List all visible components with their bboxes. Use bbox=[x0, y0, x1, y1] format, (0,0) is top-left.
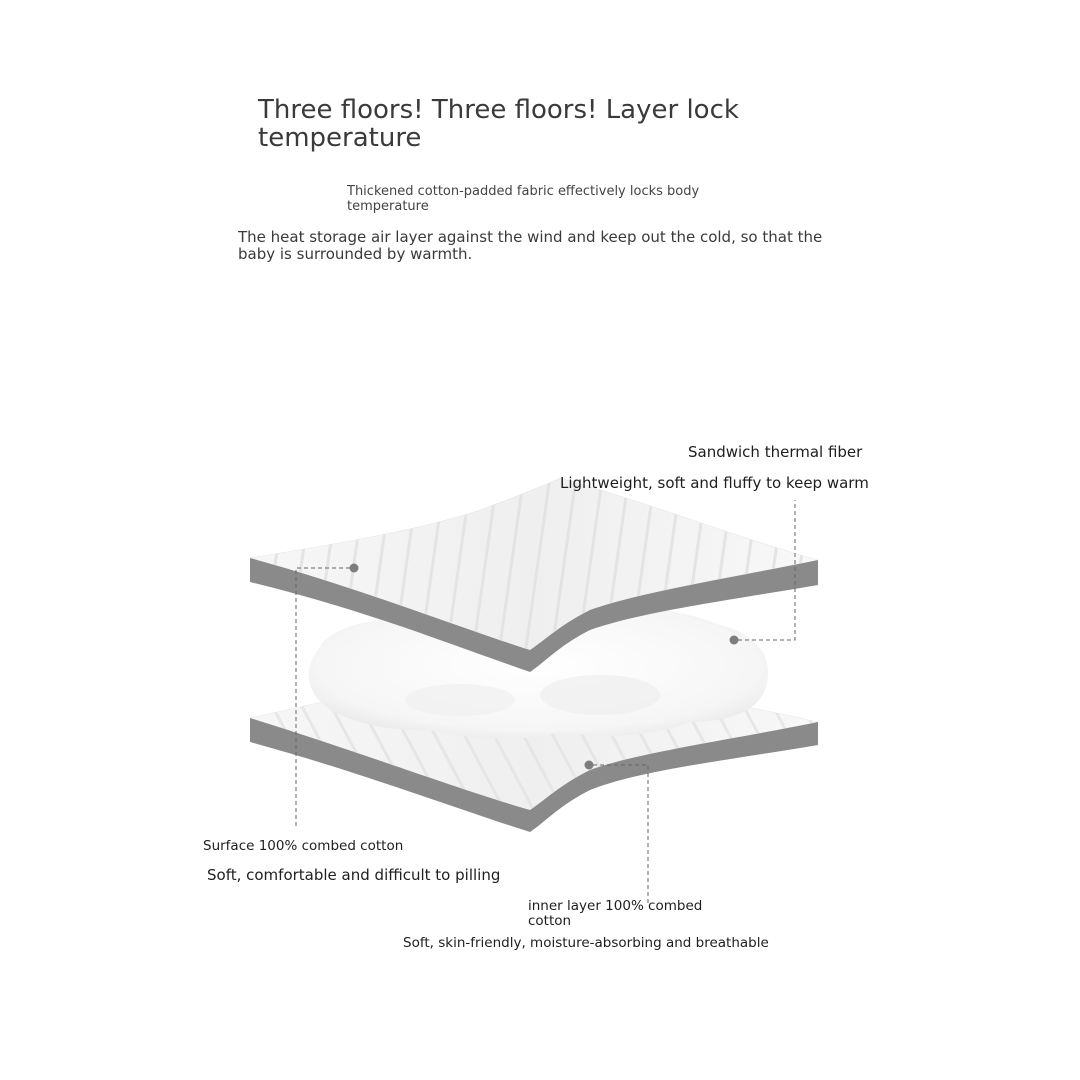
subtitle: Thickened cotton-padded fabric effectively locks body temperature bbox=[347, 184, 700, 214]
page-title: Three floors! Three floors! Layer lock temperature bbox=[258, 95, 739, 153]
surface-marker bbox=[350, 564, 359, 573]
inner-marker bbox=[585, 761, 594, 770]
description: The heat storage air layer against the wind and keep out the cold, so that the baby is surrounded by warmth. bbox=[238, 228, 823, 263]
inner-layer-desc: Soft, skin-friendly, moisture-absorbing and breathable bbox=[403, 935, 769, 951]
surface-layer-desc: Soft, comfortable and difficult to pilling bbox=[207, 866, 501, 884]
inner-leader-line bbox=[593, 765, 648, 905]
surface-layer-name: Surface 100% combed cotton bbox=[203, 838, 404, 854]
middle-layer-desc: Lightweight, soft and fluffy to keep warm bbox=[560, 474, 869, 492]
middle-marker bbox=[730, 636, 739, 645]
middle-layer-name: Sandwich thermal fiber bbox=[688, 443, 863, 461]
inner-layer-name: inner layer 100% combed cotton bbox=[528, 898, 703, 929]
